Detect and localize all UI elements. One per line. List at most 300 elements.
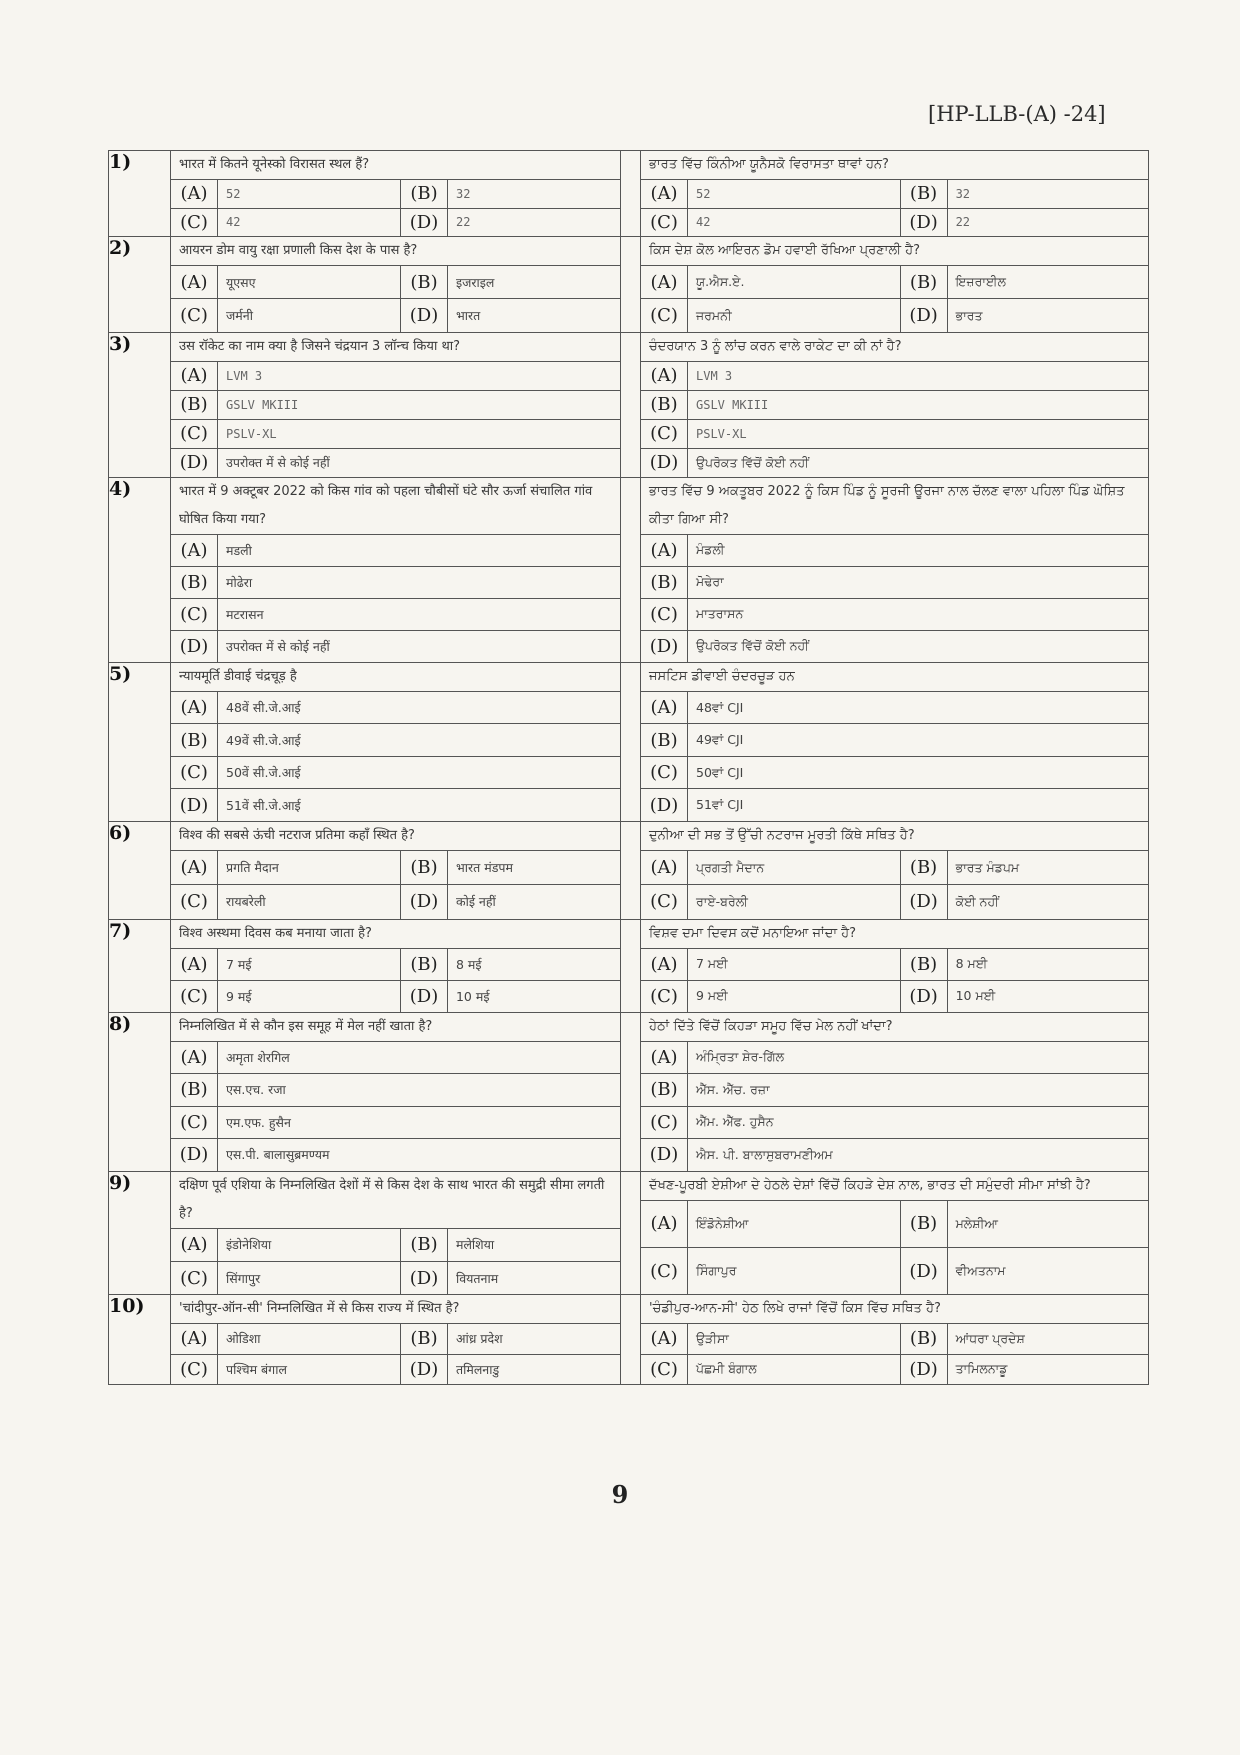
- option-text: यूएसए: [226, 274, 256, 290]
- option-letter: (A): [171, 180, 218, 208]
- option: [641, 631, 1148, 662]
- option: [641, 981, 901, 1012]
- option: [641, 692, 1148, 723]
- option-text: 52: [226, 186, 241, 201]
- option-text: PSLV-XL: [696, 426, 747, 441]
- option: [401, 981, 620, 1012]
- option: [171, 299, 401, 331]
- punjabi-question: [641, 1012, 1149, 1171]
- option: [401, 209, 620, 237]
- option: [641, 420, 1148, 448]
- punjabi-question: [641, 821, 1149, 919]
- option-text: भारत मंडपम: [455, 860, 513, 876]
- question-number: 6): [109, 821, 171, 919]
- punjabi-question: [641, 1295, 1149, 1385]
- option: [641, 1074, 1148, 1105]
- option-text: मटरासन: [226, 606, 264, 622]
- option: [171, 1074, 620, 1105]
- option-letter: (A): [171, 949, 218, 980]
- hindi-question: [171, 821, 621, 919]
- option-text: 7 मई: [226, 956, 252, 972]
- question-stem: ਦੁਨੀਆ ਦੀ ਸਭ ਤੋਂ ਉੱਚੀ ਨਟਰਾਜ ਮੂਰਤੀ ਕਿੱਥੇ ਸਥਿਤ ਹੈ?: [641, 822, 1148, 851]
- option: [401, 949, 620, 980]
- option-text: ਪੱਛਮੀ ਬੰਗਾਲ: [696, 1361, 757, 1377]
- option-letter: (B): [641, 391, 688, 419]
- option-text: ਉੜੀਸਾ: [696, 1330, 729, 1346]
- option-text: GSLV MKIII: [696, 397, 769, 412]
- option-text: ਉਪਰੋਕਤ ਵਿੱਚੋਂ ਕੋਈ ਨਹੀਂ: [696, 638, 809, 654]
- option-text: 48ਵਾਂ CJI: [696, 699, 744, 715]
- option-text: ਮੋਢੇਰਾ: [696, 574, 724, 590]
- option-letter: (D): [401, 1355, 448, 1384]
- option-letter: (B): [171, 1074, 218, 1105]
- option: [641, 1248, 901, 1294]
- option-text: 10 मई: [455, 988, 490, 1004]
- option-letter: (A): [171, 1229, 218, 1261]
- punjabi-question: [641, 237, 1149, 332]
- punjabi-question: [641, 1171, 1149, 1295]
- option-letter: (C): [171, 599, 218, 630]
- option-text: ਸਿੰਗਾਪੁਰ: [696, 1263, 737, 1279]
- option: [901, 180, 1148, 208]
- option: [171, 757, 620, 788]
- option-text: ਇੰਡੋਨੇਸ਼ੀਆ: [696, 1215, 749, 1231]
- option-text: 32: [455, 186, 471, 201]
- question-number: 9): [109, 1171, 171, 1295]
- option: [171, 1107, 620, 1138]
- question-table: [108, 150, 1149, 1385]
- option-letter: (C): [171, 1107, 218, 1138]
- punjabi-question: [641, 919, 1149, 1012]
- option-letter: (D): [901, 1355, 948, 1384]
- option: [641, 851, 901, 884]
- option: [171, 1229, 401, 1261]
- option: [641, 885, 901, 918]
- option: [171, 362, 620, 390]
- option: [901, 209, 1148, 237]
- option: [401, 1262, 620, 1294]
- option-text: 51ਵਾਂ CJI: [696, 797, 744, 813]
- option-text: ਪ੍ਰਗਤੀ ਮੈਦਾਨ: [696, 859, 765, 875]
- option-text: 42: [696, 215, 711, 230]
- option-letter: (C): [641, 1248, 688, 1294]
- option: [641, 1201, 901, 1247]
- option-letter: (A): [171, 362, 218, 390]
- question-number: 3): [109, 332, 171, 477]
- question-number: 5): [109, 662, 171, 821]
- option-letter: (C): [641, 885, 688, 918]
- page-number: 9: [611, 1480, 629, 1509]
- hindi-question: [171, 151, 621, 237]
- punjabi-question: [641, 477, 1149, 662]
- option-letter: (B): [401, 851, 448, 884]
- option: [171, 724, 620, 755]
- option: [901, 1248, 1148, 1294]
- option-letter: (D): [171, 789, 218, 820]
- option-letter: (A): [641, 535, 688, 566]
- option-letter: (D): [901, 209, 948, 237]
- option-letter: (D): [641, 449, 688, 477]
- hindi-question: [171, 1171, 621, 1295]
- option-text: कोई नहीं: [455, 894, 496, 910]
- option-letter: (C): [641, 299, 688, 331]
- option-text: 7 ਮਈ: [696, 956, 728, 972]
- option: [171, 567, 620, 598]
- option-letter: (D): [901, 981, 948, 1012]
- column-gap: [621, 919, 641, 1012]
- option-text: ਐੱਮ. ਐੱਫ. ਹੁਸੈਨ: [696, 1114, 774, 1130]
- option: [171, 1139, 620, 1170]
- option-text: LVM 3: [226, 368, 263, 383]
- option-letter: (D): [901, 299, 948, 331]
- option-text: ਕੋਈ ਨਹੀਂ: [955, 893, 999, 909]
- question-stem: उस रॉकेट का नाम क्या है जिसने चंद्रयान 3 लॉन्च किया था?: [171, 333, 620, 362]
- option-letter: (C): [641, 209, 688, 237]
- option-text: 51वें सी.जे.आई: [226, 797, 301, 813]
- option: [641, 789, 1148, 820]
- hindi-question: [171, 332, 621, 477]
- option: [901, 949, 1148, 980]
- option-letter: (B): [401, 1229, 448, 1261]
- option-letter: (C): [641, 981, 688, 1012]
- option-letter: (A): [171, 266, 218, 298]
- option-letter: (D): [901, 885, 948, 918]
- option-letter: (B): [401, 266, 448, 298]
- question-row: [109, 332, 1149, 477]
- question-stem: 'ਚੰਡੀਪੁਰ-ਆਨ-ਸੀ' ਹੇਠ ਲਿਖੇ ਰਾਜਾਂ ਵਿੱਚੋਂ ਕਿਸ ਵਿੱਚ ਸਥਿਤ ਹੈ?: [641, 1295, 1148, 1324]
- question-stem: विश्व अस्थमा दिवस कब मनाया जाता है?: [171, 920, 620, 949]
- option-text: इजराइल: [455, 274, 495, 290]
- question-stem: ਭਾਰਤ ਵਿੱਚ 9 ਅਕਤੂਬਰ 2022 ਨੂੰ ਕਿਸ ਪਿੰਡ ਨੂੰ ਸੂਰਜੀ ਊਰਜਾ ਨਾਲ ਚੱਲਣ ਵਾਲਾ ਪਹਿਲਾ ਪਿੰਡ ਘੋਸ਼ਿਤ ਕੀਤਾ ਗਿਆ ਸੀ?: [641, 478, 1148, 535]
- option-text: ਮਾਤਰਾਸਨ: [696, 606, 744, 622]
- option: [401, 266, 620, 298]
- hindi-question: [171, 1012, 621, 1171]
- question-stem: दक्षिण पूर्व एशिया के निम्नलिखित देशों में से किस देश के साथ भारत की समुद्री सीमा लगती है?: [171, 1172, 620, 1229]
- option-letter: (A): [171, 851, 218, 884]
- option-letter: (D): [171, 449, 218, 477]
- option-letter: (A): [641, 851, 688, 884]
- option-text: GSLV MKIII: [226, 397, 299, 412]
- option-letter: (D): [171, 1139, 218, 1170]
- option: [641, 1107, 1148, 1138]
- option-text: जर्मनी: [226, 308, 253, 324]
- option: [641, 567, 1148, 598]
- option-letter: (A): [641, 180, 688, 208]
- option-letter: (D): [641, 789, 688, 820]
- option-letter: (C): [171, 757, 218, 788]
- option: [401, 1355, 620, 1384]
- option-letter: (A): [641, 1042, 688, 1073]
- option-text: ਉਪਰੋਕਤ ਵਿੱਚੋਂ ਕੋਈ ਨਹੀਂ: [696, 454, 809, 470]
- punjabi-question: [641, 662, 1149, 821]
- option: [171, 449, 620, 477]
- question-row: [109, 1295, 1149, 1385]
- option-text: मोढेरा: [226, 574, 253, 590]
- option: [171, 885, 401, 918]
- option-text: 22: [955, 215, 971, 230]
- option-letter: (C): [171, 1262, 218, 1294]
- option-letter: (C): [171, 209, 218, 237]
- option-letter: (C): [171, 1355, 218, 1384]
- option-letter: (C): [641, 420, 688, 448]
- option-text: 49ਵਾਂ CJI: [696, 732, 744, 748]
- hindi-question: [171, 477, 621, 662]
- question-stem: ਭਾਰਤ ਵਿੱਚ ਕਿੰਨੀਆ ਯੂਨੈਸਕੋ ਵਿਰਾਸਤਾ ਥਾਵਾਂ ਹਨ?: [641, 151, 1148, 180]
- option-text: रायबरेली: [226, 894, 266, 910]
- option: [641, 757, 1148, 788]
- option-letter: (A): [641, 1324, 688, 1353]
- option: [171, 209, 401, 237]
- option: [171, 851, 401, 884]
- option: [401, 1229, 620, 1261]
- option-text: उपरोक्त में से कोई नहीं: [226, 455, 330, 471]
- option: [641, 1324, 901, 1353]
- question-row: [109, 477, 1149, 662]
- option-letter: (B): [171, 724, 218, 755]
- question-row: [109, 662, 1149, 821]
- column-gap: [621, 237, 641, 332]
- column-gap: [621, 662, 641, 821]
- option-letter: (B): [171, 391, 218, 419]
- option-text: ओडिशा: [226, 1331, 261, 1347]
- question-number: 7): [109, 919, 171, 1012]
- option-letter: (C): [171, 981, 218, 1012]
- question-row: [109, 919, 1149, 1012]
- option-text: ਭਾਰਤ ਮੰਡਪਮ: [955, 859, 1020, 875]
- option-letter: (A): [641, 692, 688, 723]
- option-text: 32: [955, 186, 971, 201]
- question-stem: निम्नलिखित में से कौन इस समूह में मेल नहीं खाता है?: [171, 1013, 620, 1042]
- option: [901, 1324, 1148, 1353]
- option-text: 48वें सी.जे.आई: [226, 700, 301, 716]
- option-text: उपरोक्त में से कोई नहीं: [226, 638, 330, 654]
- option-text: ਭਾਰਤ: [955, 307, 983, 323]
- option-text: 52: [696, 186, 711, 201]
- punjabi-question: [641, 151, 1149, 237]
- hindi-question: [171, 662, 621, 821]
- question-stem: 'चांदीपुर-ऑन-सी' निम्नलिखित में से किस राज्य में स्थित है?: [171, 1295, 620, 1324]
- option-letter: (A): [171, 535, 218, 566]
- option-letter: (B): [401, 180, 448, 208]
- option-letter: (A): [171, 1324, 218, 1353]
- option-letter: (D): [401, 981, 448, 1012]
- option: [641, 180, 901, 208]
- option-letter: (B): [401, 949, 448, 980]
- column-gap: [621, 1012, 641, 1171]
- option-text: एस.पी. बालासुब्रमण्यम: [226, 1147, 330, 1163]
- option-letter: (D): [641, 1139, 688, 1170]
- option-text: PSLV-XL: [226, 426, 277, 441]
- option-text: ਆਂਧਰਾ ਪ੍ਰਦੇਸ਼: [955, 1330, 1025, 1346]
- punjabi-question: [641, 332, 1149, 477]
- option: [641, 209, 901, 237]
- option: [641, 949, 901, 980]
- question-number: 1): [109, 151, 171, 237]
- option-letter: (D): [171, 631, 218, 662]
- question-stem: विश्व की सबसे ऊंची नटराज प्रतिमा कहाँ स्थित है?: [171, 822, 620, 851]
- question-stem: ਹੇਠਾਂ ਦਿੱਤੇ ਵਿੱਚੋਂ ਕਿਹੜਾ ਸਮੂਹ ਵਿੱਚ ਮੇਲ ਨਹੀਂ ਖਾਂਦਾ?: [641, 1013, 1148, 1042]
- option-text: भारत: [455, 308, 481, 324]
- option: [641, 266, 901, 298]
- question-stem: ਚੰਦਰਯਾਨ 3 ਨੂੰ ਲਾਂਚ ਕਰਨ ਵਾਲੇ ਰਾਕੇਟ ਦਾ ਕੀ ਨਾਂ ਹੈ?: [641, 333, 1148, 362]
- option: [901, 885, 1148, 918]
- option: [901, 299, 1148, 331]
- question-stem: भारत में 9 अक्टूबर 2022 को किस गांव को पहला चौबीसों घंटे सौर ऊर्जा संचालित गांव घोषित किया गया?: [171, 478, 620, 535]
- option-text: इंडोनेशिया: [226, 1237, 272, 1253]
- hindi-question: [171, 919, 621, 1012]
- option: [641, 1355, 901, 1384]
- option: [171, 180, 401, 208]
- option-text: 50वें सी.जे.आई: [226, 765, 301, 781]
- option-letter: (D): [641, 631, 688, 662]
- option: [641, 1042, 1148, 1073]
- option: [901, 266, 1148, 298]
- option-letter: (B): [901, 1324, 948, 1353]
- option-text: एम.एफ. हुसैन: [226, 1114, 291, 1130]
- option-text: आंध्र प्रदेश: [455, 1331, 503, 1347]
- option-letter: (B): [901, 851, 948, 884]
- option: [641, 535, 1148, 566]
- option: [171, 789, 620, 820]
- option-letter: (B): [171, 567, 218, 598]
- option-letter: (D): [901, 1248, 948, 1294]
- option: [641, 724, 1148, 755]
- question-number: 4): [109, 477, 171, 662]
- question-row: [109, 1012, 1149, 1171]
- column-gap: [621, 821, 641, 919]
- option: [641, 1139, 1148, 1170]
- option-text: 8 मई: [455, 956, 482, 972]
- option-letter: (B): [901, 266, 948, 298]
- option: [171, 981, 401, 1012]
- option: [401, 851, 620, 884]
- option-letter: (C): [641, 1355, 688, 1384]
- option-text: ਵੀਅਤਨਾਮ: [955, 1263, 1006, 1279]
- hindi-question: [171, 237, 621, 332]
- option-letter: (B): [901, 949, 948, 980]
- option: [401, 299, 620, 331]
- option-text: एस.एच. रजा: [226, 1082, 286, 1098]
- option-text: पश्चिम बंगाल: [226, 1361, 287, 1377]
- option: [171, 391, 620, 419]
- option: [171, 1042, 620, 1073]
- question-number: 10): [109, 1295, 171, 1385]
- option-text: ਜਰਮਨੀ: [696, 307, 732, 323]
- question-row: [109, 237, 1149, 332]
- option-text: ਯੂ.ਐਸ.ਏ.: [696, 274, 745, 290]
- question-row: [109, 1171, 1149, 1295]
- option: [171, 420, 620, 448]
- option-text: सिंगापुर: [226, 1270, 261, 1286]
- option: [641, 599, 1148, 630]
- option-letter: (A): [641, 1201, 688, 1247]
- option-text: 8 ਮਈ: [955, 956, 988, 972]
- option-letter: (C): [171, 885, 218, 918]
- option-letter: (B): [641, 567, 688, 598]
- option-letter: (D): [401, 1262, 448, 1294]
- option: [171, 692, 620, 723]
- option-letter: (C): [171, 420, 218, 448]
- question-stem: आयरन डोम वायु रक्षा प्रणाली किस देश के पास है?: [171, 237, 620, 266]
- option-letter: (B): [641, 1074, 688, 1105]
- option-letter: (A): [641, 949, 688, 980]
- option-letter: (A): [171, 1042, 218, 1073]
- column-gap: [621, 477, 641, 662]
- option: [171, 535, 620, 566]
- option-text: ਅੰਮ੍ਰਿਤਾ ਸ਼ੇਰ-ਗਿੱਲ: [696, 1049, 785, 1065]
- option-letter: (A): [641, 266, 688, 298]
- option-text: 9 मई: [226, 988, 252, 1004]
- option-letter: (A): [171, 692, 218, 723]
- option: [641, 362, 1148, 390]
- option: [641, 449, 1148, 477]
- option-text: मडली: [226, 542, 252, 558]
- column-gap: [621, 1171, 641, 1295]
- option-letter: (C): [641, 757, 688, 788]
- paper-code: [HP-LLB-(A) -24]: [928, 102, 1106, 126]
- option-letter: (B): [401, 1324, 448, 1353]
- option-letter: (B): [901, 180, 948, 208]
- question-number: 2): [109, 237, 171, 332]
- option-text: अमृता शेरगिल: [226, 1049, 290, 1065]
- question-stem: ਦੱਖਣ-ਪੂਰਬੀ ਏਸ਼ੀਆ ਦੇ ਹੇਠਲੇ ਦੇਸ਼ਾਂ ਵਿੱਚੋਂ ਕਿਹੜੇ ਦੇਸ਼ ਨਾਲ, ਭਾਰਤ ਦੀ ਸਮੁੰਦਰੀ ਸੀਮਾ ਸਾਂਝੀ ਹੈ?: [641, 1172, 1148, 1201]
- option-letter: (B): [641, 724, 688, 755]
- question-stem: ਵਿਸ਼ਵ ਦਮਾ ਦਿਵਸ ਕਦੋਂ ਮਨਾਇਆ ਜਾਂਦਾ ਹੈ?: [641, 920, 1148, 949]
- option-text: 22: [455, 215, 471, 230]
- option-text: ਐਸ. ਪੀ. ਬਾਲਾਸੁਬਰਾਮਣੀਅਮ: [696, 1146, 833, 1162]
- option-text: मलेशिया: [455, 1237, 495, 1253]
- option-text: 50ਵਾਂ CJI: [696, 764, 744, 780]
- question-stem: ਜਸਟਿਸ ਡੀਵਾਈ ਚੰਦਰਚੂੜ ਹਨ: [641, 663, 1148, 692]
- option-letter: (D): [401, 885, 448, 918]
- option-text: ਤਾਮਿਲਨਾਡੂ: [955, 1361, 1008, 1377]
- option: [641, 391, 1148, 419]
- option: [401, 180, 620, 208]
- option-text: ਐੱਸ. ਐੱਚ. ਰਜ਼ਾ: [696, 1081, 770, 1097]
- option-text: 10 ਮਈ: [955, 988, 996, 1004]
- option-text: ਰਾਏ-ਬਰੇਲੀ: [696, 893, 748, 909]
- option-text: LVM 3: [696, 368, 733, 383]
- question-row: [109, 821, 1149, 919]
- option: [171, 266, 401, 298]
- column-gap: [621, 332, 641, 477]
- option-letter: (C): [641, 599, 688, 630]
- column-gap: [621, 1295, 641, 1385]
- option: [901, 851, 1148, 884]
- option: [901, 1201, 1148, 1247]
- option: [401, 885, 620, 918]
- option-text: ਮਲੇਸ਼ੀਆ: [955, 1215, 998, 1231]
- option-letter: (D): [401, 209, 448, 237]
- option: [901, 981, 1148, 1012]
- question-stem: ਕਿਸ ਦੇਸ਼ ਕੋਲ ਆਇਰਨ ਡੋਮ ਹਵਾਈ ਰੱਖਿਆ ਪ੍ਰਣਾਲੀ ਹੈ?: [641, 237, 1148, 266]
- column-gap: [621, 151, 641, 237]
- option-text: 42: [226, 215, 241, 230]
- option: [171, 1262, 401, 1294]
- question-stem: भारत में कितने यूनेस्को विरासत स्थल हैं?: [171, 151, 620, 180]
- question-row: [109, 151, 1149, 237]
- option: [401, 1324, 620, 1353]
- option-letter: (C): [171, 299, 218, 331]
- question-number: 8): [109, 1012, 171, 1171]
- option: [171, 1324, 401, 1353]
- question-stem: न्यायमूर्ति डीवाई चंद्रचूड़ है: [171, 663, 620, 692]
- option-letter: (C): [641, 1107, 688, 1138]
- option-text: तमिलनाडु: [455, 1361, 500, 1377]
- hindi-question: [171, 1295, 621, 1385]
- option-text: वियतनाम: [455, 1270, 499, 1286]
- option-text: ਮੰਡਲੀ: [696, 542, 725, 558]
